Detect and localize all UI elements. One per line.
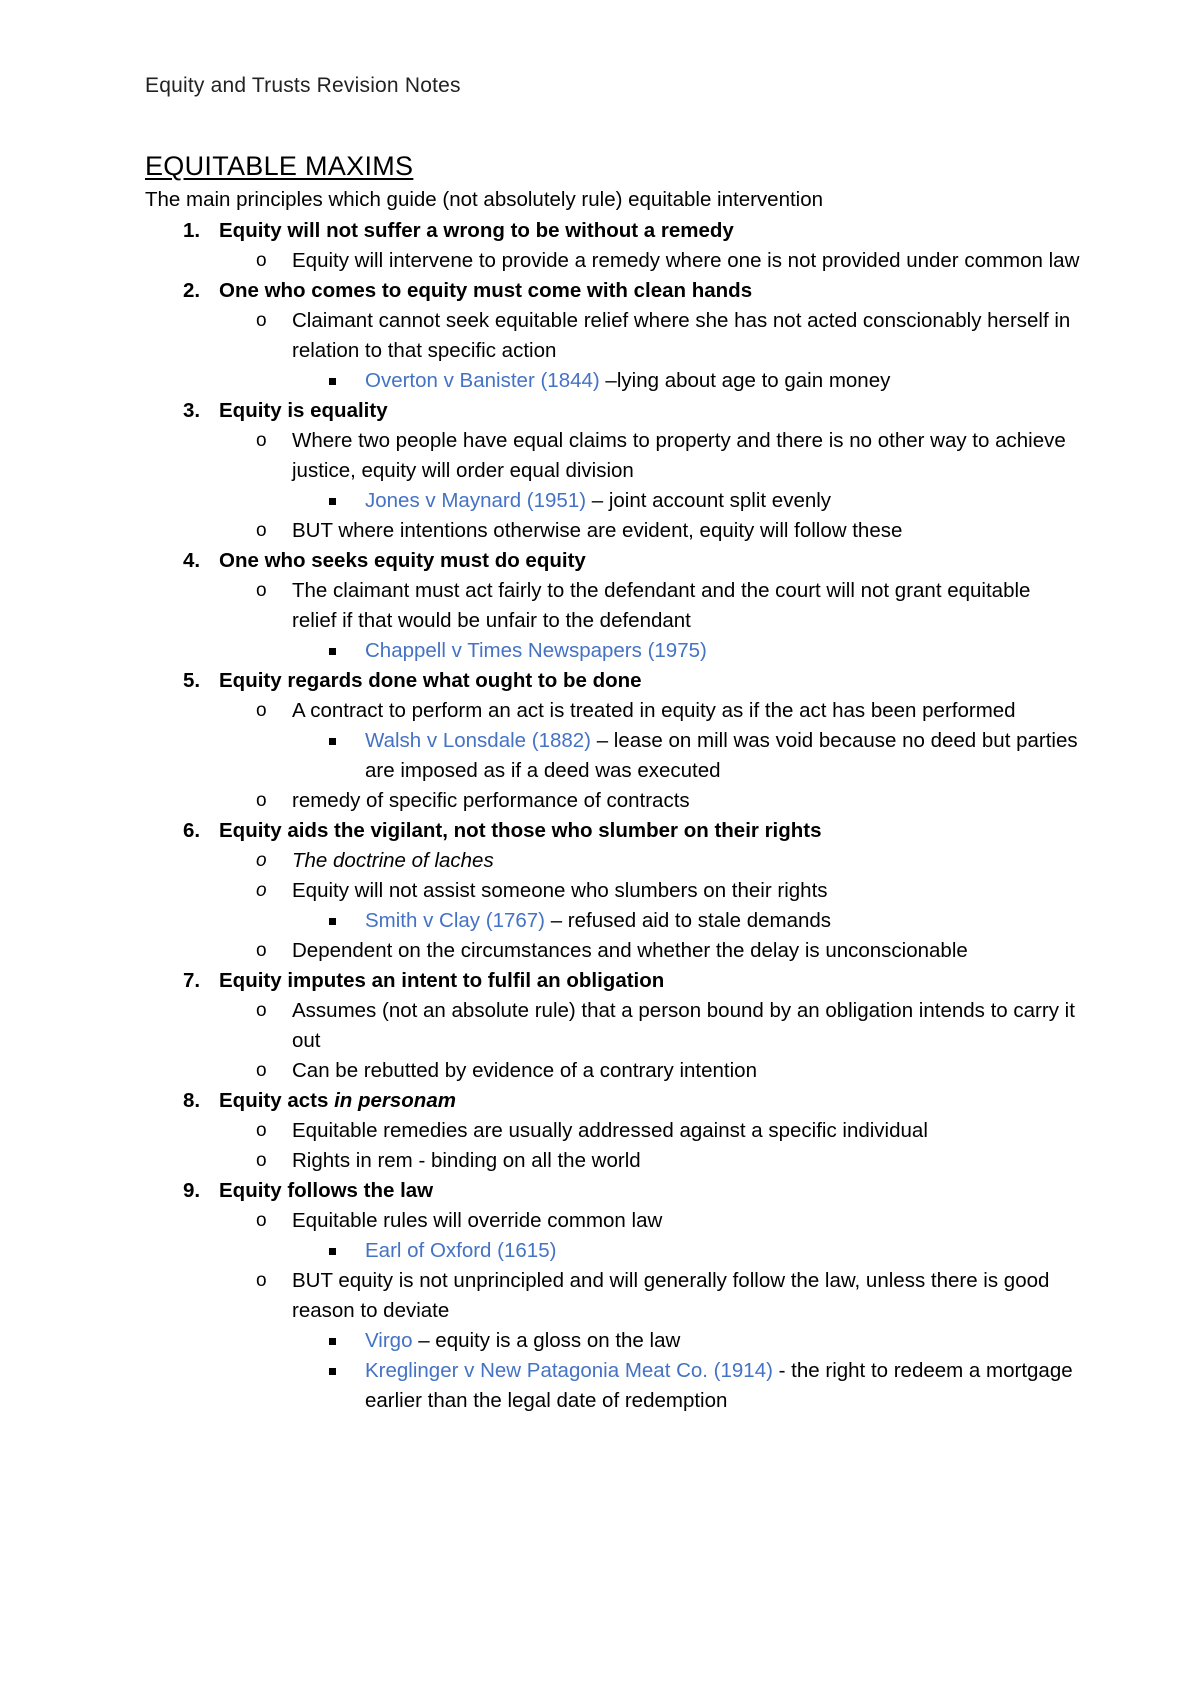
sub-point-text: Assumes (not an absolute rule) that a person bound by an obligation intends to carry it out	[292, 999, 1075, 1052]
sub-point	[0, 426, 1200, 486]
maxim-number: 1.	[183, 219, 201, 242]
maxim-heading	[0, 546, 1200, 576]
maxim-heading	[0, 1176, 1200, 1206]
case-name-link[interactable]: Virgo	[365, 1329, 413, 1352]
sub-point-text: BUT where intentions otherwise are evident, equity will follow these	[292, 519, 903, 542]
square-bullet-icon	[329, 918, 336, 925]
maxim-number: 9.	[183, 1179, 201, 1202]
square-bullet-icon	[329, 498, 336, 505]
sub-point-text: Equitable rules will override common law	[292, 1209, 663, 1232]
sub-point-text: Equity will not assist someone who slumbers on their rights	[292, 879, 828, 902]
case-item	[0, 486, 1200, 516]
maxim-heading-text: Equity will not suffer a wrong to be without a remedy	[219, 219, 734, 242]
case-item	[0, 726, 1200, 786]
sub-point	[0, 1266, 1200, 1326]
sub-point	[0, 1206, 1200, 1236]
circle-bullet-icon: o	[256, 1210, 267, 1231]
page-header: Equity and Trusts Revision Notes	[145, 74, 461, 97]
square-bullet-icon	[329, 648, 336, 655]
maxim-number: 5.	[183, 669, 201, 692]
square-bullet-icon	[329, 378, 336, 385]
maxim-number: 6.	[183, 819, 201, 842]
maxims-list	[0, 216, 1200, 1416]
sub-point-text: Where two people have equal claims to property and there is no other way to achieve justice, equity will order equal division	[292, 429, 1066, 482]
sub-point	[0, 786, 1200, 816]
case-name-link[interactable]: Overton v Banister (1844)	[365, 369, 600, 392]
maxim-number: 8.	[183, 1089, 201, 1112]
maxim-heading-emphasis: in personam	[334, 1089, 456, 1112]
sub-point-text: Claimant cannot seek equitable relief where she has not acted conscionably herself in relation to that specific action	[292, 309, 1071, 362]
sub-point-text: remedy of specific performance of contracts	[292, 789, 690, 812]
sub-point	[0, 246, 1200, 276]
sub-point-text: The doctrine of laches	[292, 849, 494, 872]
case-item	[0, 366, 1200, 396]
section-title: EQUITABLE MAXIMS	[145, 151, 414, 181]
sub-point	[0, 876, 1200, 906]
sub-point	[0, 936, 1200, 966]
case-description: –lying about age to gain money	[599, 369, 891, 392]
sub-point-text: Equitable remedies are usually addressed against a specific individual	[292, 1119, 928, 1142]
sub-point	[0, 1146, 1200, 1176]
maxim-heading	[0, 276, 1200, 306]
circle-bullet-icon: o	[256, 310, 267, 331]
case-description: – equity is a gloss on the law	[412, 1329, 681, 1352]
maxim-heading	[0, 396, 1200, 426]
case-name-link[interactable]: Smith v Clay (1767)	[365, 909, 546, 932]
circle-bullet-icon: o	[256, 940, 267, 961]
maxim-number: 2.	[183, 279, 201, 302]
sub-point-text: Equity will intervene to provide a remedy where one is not provided under common law	[292, 249, 1080, 272]
case-name-link[interactable]: Kreglinger v New Patagonia Meat Co. (1914)	[365, 1359, 773, 1382]
case-item	[0, 1236, 1200, 1266]
maxim-heading-text: Equity aids the vigilant, not those who slumber on their rights	[219, 819, 822, 842]
case-item	[0, 1326, 1200, 1356]
maxim-heading	[0, 216, 1200, 246]
sub-point	[0, 996, 1200, 1056]
circle-bullet-icon: o	[256, 1000, 267, 1021]
sub-point-text: The claimant must act fairly to the defendant and the court will not grant equitable relief if that would be unfair to the defendant	[292, 579, 1031, 632]
case-description: – refused aid to stale demands	[545, 909, 832, 932]
circle-bullet-icon: o	[256, 1060, 267, 1081]
sub-point	[0, 516, 1200, 546]
circle-bullet-icon: o	[256, 430, 267, 451]
sub-point-text: BUT equity is not unprincipled and will generally follow the law, unless there is good reason to deviate	[292, 1269, 1050, 1322]
case-description: – joint account split evenly	[586, 489, 832, 512]
case-name-link[interactable]: Jones v Maynard (1951)	[365, 489, 587, 512]
circle-bullet-icon: o	[256, 250, 267, 271]
maxim-heading	[0, 816, 1200, 846]
sub-point	[0, 306, 1200, 366]
square-bullet-icon	[329, 738, 336, 745]
case-item	[0, 1356, 1200, 1416]
sub-point	[0, 1056, 1200, 1086]
circle-bullet-icon: o	[256, 1120, 267, 1141]
maxim-heading-text: Equity follows the law	[219, 1179, 434, 1202]
maxim-heading-text: Equity is equality	[219, 399, 388, 422]
intro-paragraph: The main principles which guide (not absolutely rule) equitable intervention	[145, 188, 824, 211]
case-name-link[interactable]: Earl of Oxford (1615)	[365, 1239, 557, 1262]
sub-point-text: Dependent on the circumstances and whether the delay is unconscionable	[292, 939, 968, 962]
maxim-heading-text: Equity regards done what ought to be done	[219, 669, 642, 692]
case-item	[0, 636, 1200, 666]
case-description: - the right to redeem a mortgage earlier than the legal date of redemption	[365, 1359, 1073, 1412]
maxim-heading-text: Equity imputes an intent to fulfil an obligation	[219, 969, 665, 992]
maxim-heading-text: One who seeks equity must do equity	[219, 549, 586, 572]
circle-bullet-icon: o	[256, 790, 267, 811]
maxim-number: 7.	[183, 969, 201, 992]
case-description: – lease on mill was void because no deed but parties are imposed as if a deed was executed	[365, 729, 1078, 782]
square-bullet-icon	[329, 1368, 336, 1375]
case-name-link[interactable]: Chappell v Times Newspapers (1975)	[365, 639, 707, 662]
circle-bullet-icon: o	[256, 520, 267, 541]
maxim-heading	[0, 966, 1200, 996]
square-bullet-icon	[329, 1338, 336, 1345]
maxim-number: 4.	[183, 549, 201, 572]
circle-bullet-icon: o	[256, 1150, 267, 1171]
sub-point-text: A contract to perform an act is treated in equity as if the act has been performed	[292, 699, 1016, 722]
circle-bullet-icon: o	[256, 880, 267, 901]
maxim-heading-text: Equity acts	[219, 1089, 335, 1112]
sub-point	[0, 1116, 1200, 1146]
circle-bullet-icon: o	[256, 1270, 267, 1291]
sub-point-text: Rights in rem - binding on all the world	[292, 1149, 641, 1172]
sub-point	[0, 696, 1200, 726]
maxim-heading-text: One who comes to equity must come with clean hands	[219, 279, 753, 302]
maxim-heading	[0, 666, 1200, 696]
sub-point	[0, 576, 1200, 636]
case-name-link[interactable]: Walsh v Lonsdale (1882)	[365, 729, 592, 752]
circle-bullet-icon: o	[256, 850, 267, 871]
case-item	[0, 906, 1200, 936]
sub-point-text: Can be rebutted by evidence of a contrary intention	[292, 1059, 757, 1082]
maxim-number: 3.	[183, 399, 201, 422]
square-bullet-icon	[329, 1248, 336, 1255]
circle-bullet-icon: o	[256, 700, 267, 721]
maxim-heading	[0, 1086, 1200, 1116]
circle-bullet-icon: o	[256, 580, 267, 601]
sub-point	[0, 846, 1200, 876]
